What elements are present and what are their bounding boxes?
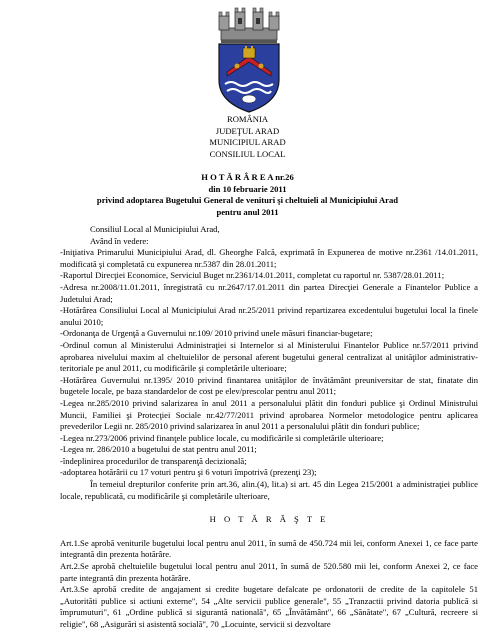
article-3: Art.3.Se aprobă credite de angajament si credite bugetare defalcate pe ordonatorii de credite de la capitolele 51 „Autorităti publice si actiuni externe", 54 „Alte servicii publice generale", 55 „Tranzactii privind datoria publică si împrumuturi", 61 „Ordine publică si sigurantă natională", 65 „Învătământ", 66 „Sănătate", 67 „Cultură, recreere si religie", 68 „Asigurări si asistentă socială", 70 „Locuinte, servicii si dezvoltare <box>60 584 478 629</box>
basis-item: -adoptarea hotărârii cu 17 voturi pentru şi 6 voturi împotrivă (prezenţi 23); <box>60 467 317 478</box>
basis-item: -Ordonanţa de Urgenţă a Guvernului nr.109/ 2010 privind unele măsuri financiar-bugetare; <box>60 328 373 339</box>
basis-item: -Hotărârea Guvernului nr.1395/ 2010 privind finantarea unităţilor de învătământ preuniversitar de stat, finatate din bugetele locale, pe baza standardelor de cost pe elev/prescolar pentru anul 2011; <box>60 374 478 397</box>
header-council: CONSILIUL LOCAL <box>209 148 286 159</box>
basis-item: -Hotărârea Consiliului Local al Municipiului Arad nr.25/2011 privind repartizarea excedentului bugetului local la finele anului 2010; <box>60 305 478 327</box>
header-municipality: MUNICIPIUL ARAD <box>209 137 286 147</box>
basis-item: -îndeplinirea procedurilor de transparenţă decizională; <box>60 455 247 466</box>
article-1: Art.1.Se aprobă veniturile bugetului local pentru anul 2011, în sumă de 450.724 mii lei, conform Anexei 1, ce face parte integrantă din prezenta hotărâre. <box>60 537 478 560</box>
basis-item: -Legea nr. 286/2010 a bugetului de stat pentru anul 2011; <box>60 444 257 455</box>
basis-item: -Raportul Direcţiei Economice, Serviciul Buget nr.2361/14.01.2011, completat cu raportul nr. 5387/28.01.2011; <box>60 270 445 281</box>
decision-subject: privind adoptarea Bugetului General de venituri şi cheltuieli al Municipiului Arad <box>96 195 399 205</box>
document-header <box>0 114 495 160</box>
decision-number: H O T Ă R Â R E A nr.26 <box>201 172 294 182</box>
basis-item: -Iniţiativa Primarului Municipiului Arad, dl. Gheorghe Falcă, exprimată în Expunerea de motive nr.2361 /14.01.2011, modificată şi completată cu expunerea nr.5387 din 28.01.2011; <box>60 247 478 269</box>
coat-of-arms-icon <box>213 6 285 114</box>
decision-title <box>0 172 495 218</box>
council-line: Consiliul Local al Municipiului Arad, <box>90 224 220 234</box>
considering-line: Având în vedere: <box>90 235 149 246</box>
basis-item: -Ordinul comun al Ministerului Administraţiei si Internelor si al Ministerului Finantelor Publice nr.57/2011 privind aprobarea nivelului maxim al cheltuielilor de personal aferent bugetului general centralizat al unităţilor administrativ-teritoriale pe anul 2011, cu modificările şi completările ulterioare; <box>60 339 478 374</box>
basis-item: -Adresa nr.2008/11.01.2011, înregistrată cu nr.2647/17.01.2011 din partea Direcţiei Generale a Finantelor Publice a Judetului Arad; <box>60 281 478 304</box>
document-body <box>60 224 478 631</box>
legal-basis-paragraph: În temeiul drepturilor conferite prin art.36, alin.(4), lit.a) si art. 45 din Legea 215/2001 a administraţiei publice locale, republicată, cu modificările şi completările ulterioare, <box>60 479 478 501</box>
decision-subject-year: pentru anul 2011 <box>216 206 279 217</box>
decides-heading: H O T Ă R Ă Ş T E <box>209 514 329 525</box>
article-2: Art.2.Se aprobă cheltuielile bugetului local pentru anul 2011, în sumă de 520.580 mii lei, conform Anexei 2, ce face parte integrantă din prezenta hotărâre. <box>60 561 478 583</box>
basis-item: -Legea nr.273/2006 privind finanţele publice locale, cu modificările si completările ulterioare; <box>60 432 384 443</box>
decision-date: din 10 februarie 2011 <box>208 183 287 194</box>
header-county: JUDEŢUL ARAD <box>215 125 280 136</box>
header-country: ROMÂNIA <box>226 114 269 124</box>
basis-item: -Legea nr.285/2010 privind salarizarea în anul 2011 a personalului plătit din fonduri publice şi Ordinul Ministrului Muncii, Familiei şi Protecţiei Sociale nr.42/77/2011 privind aprobarea Normelor metodologice pentru aplicarea prevederilor Legii nr. 285/2010 privind salarizarea în anul 2011 a personalului plătit din fonduri publice; <box>60 397 478 432</box>
